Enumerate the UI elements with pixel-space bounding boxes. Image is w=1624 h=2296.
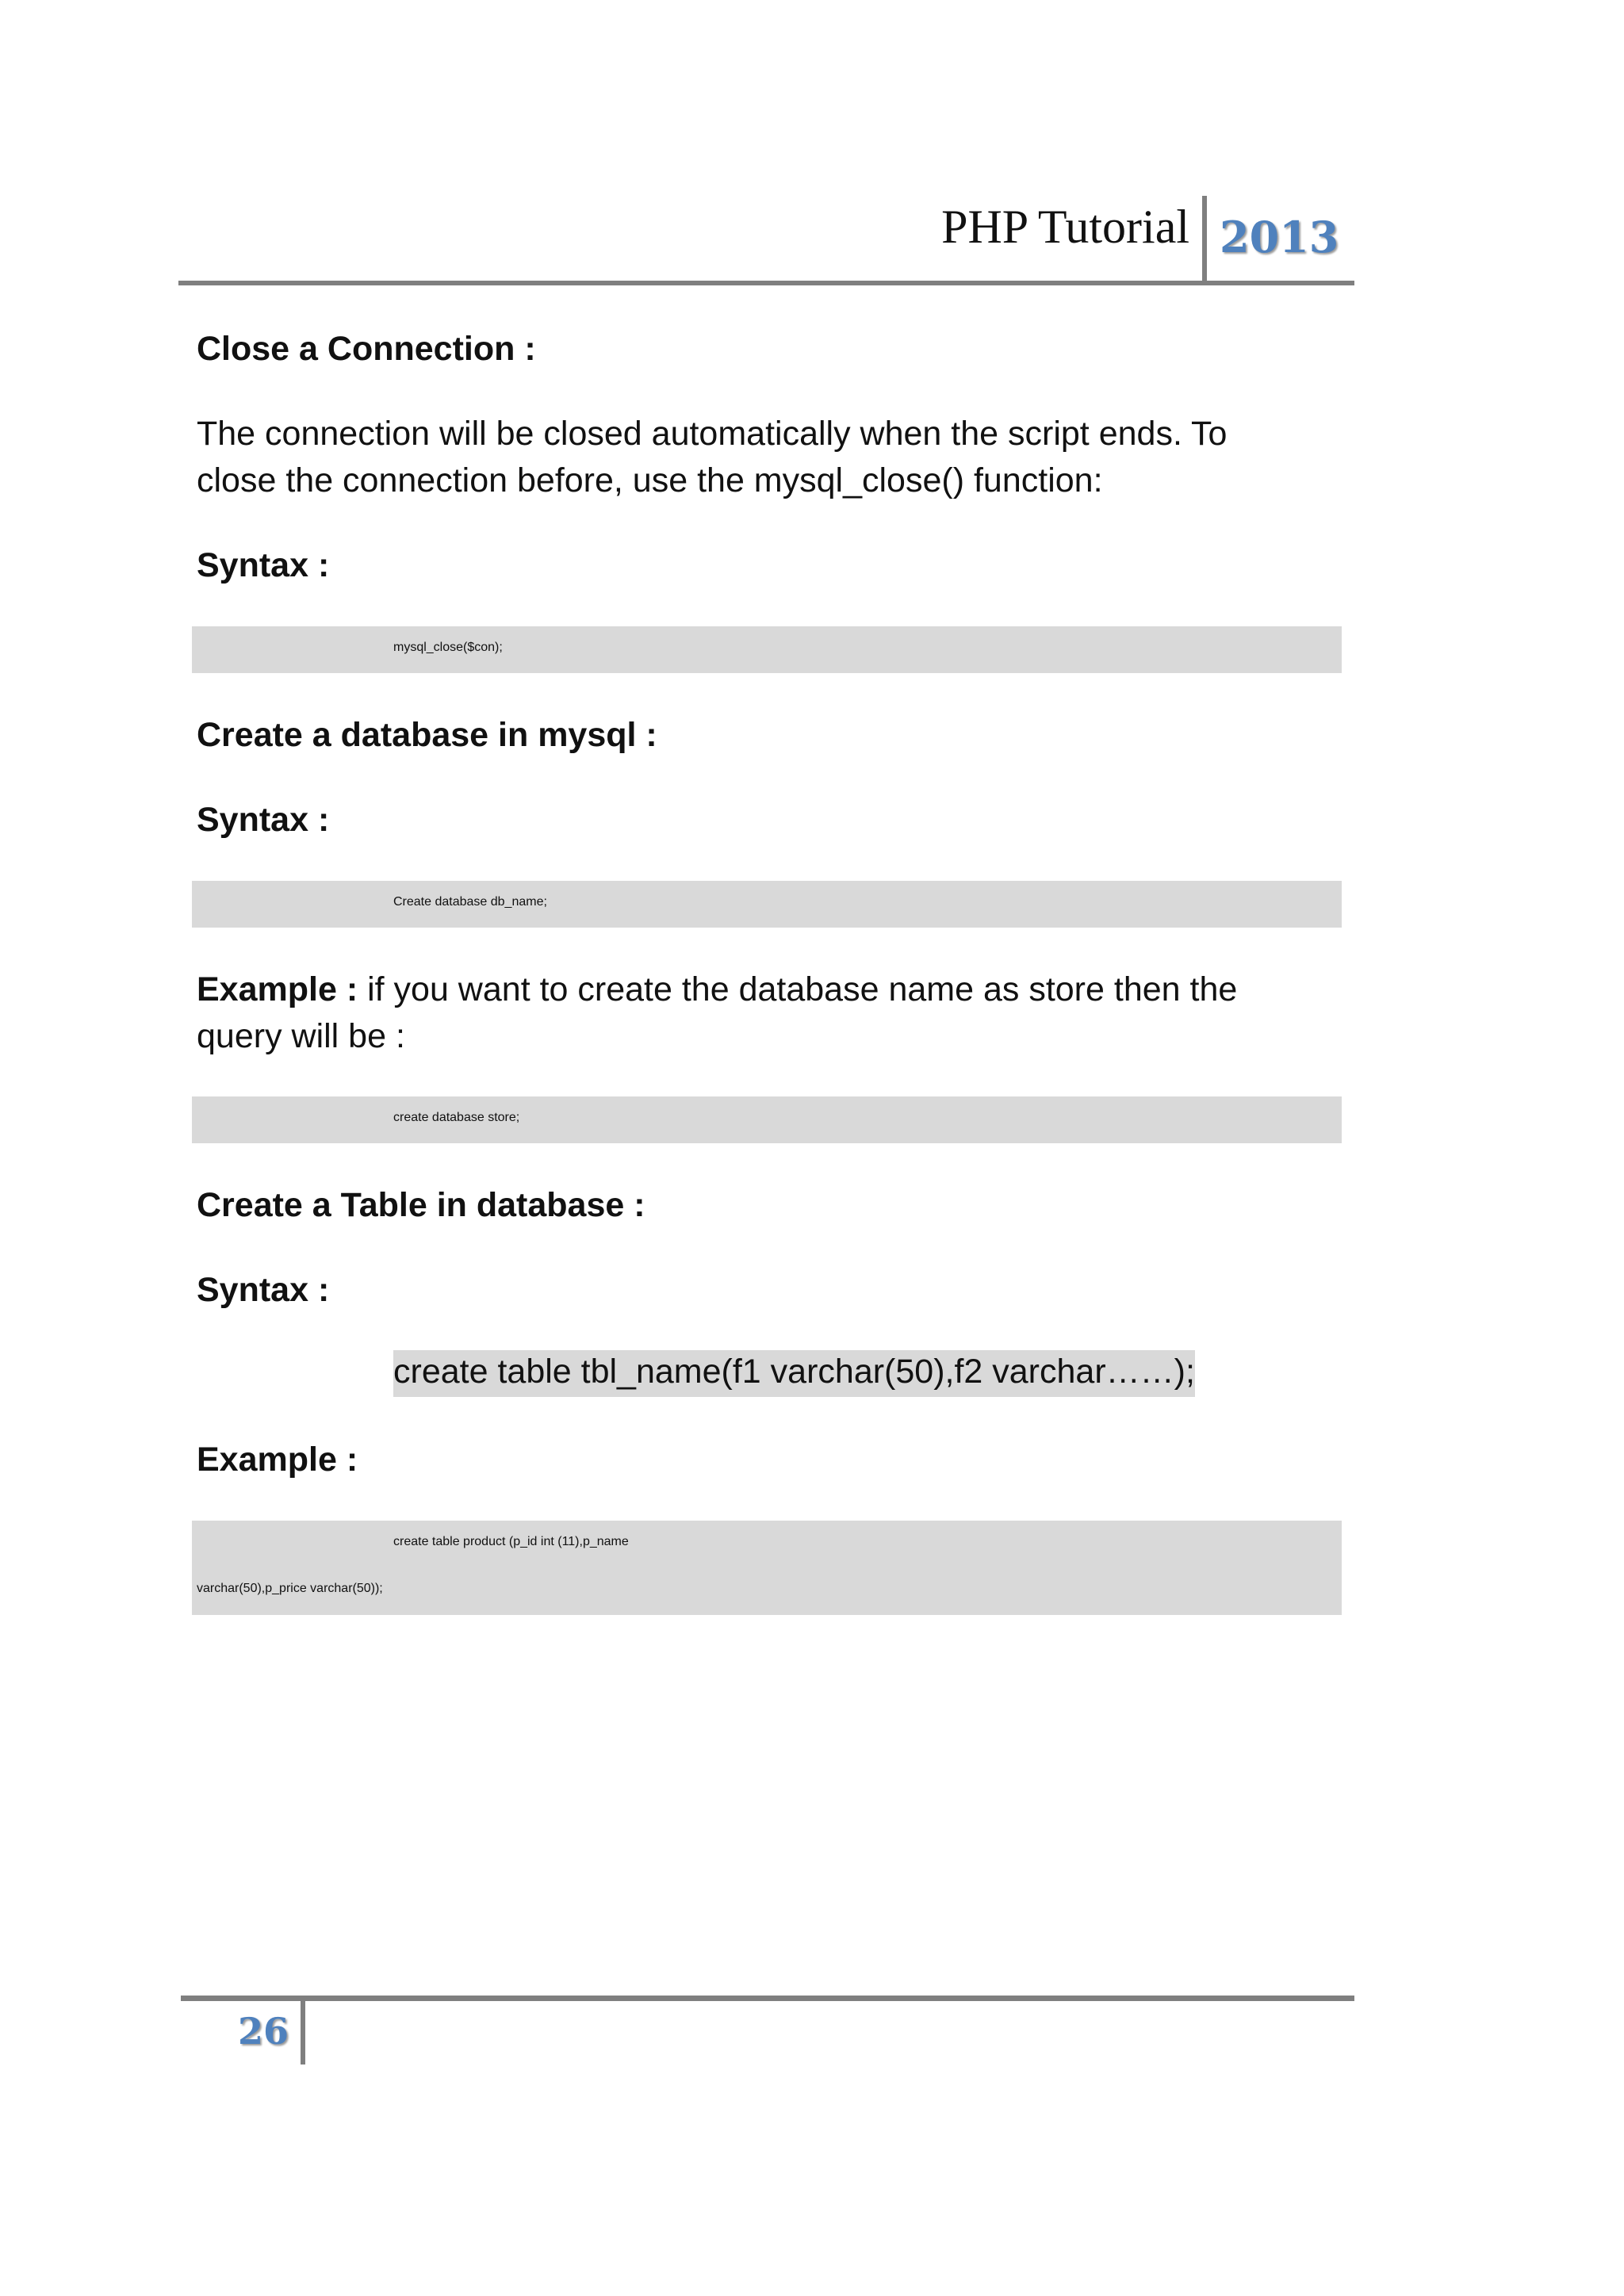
code-block-create-database-store	[192, 1096, 1342, 1143]
header-divider	[1202, 196, 1207, 284]
example-label: Example :	[197, 1441, 358, 1479]
code-block-create-database	[192, 881, 1342, 928]
heading-close-connection: Close a Connection :	[197, 330, 536, 368]
header-year: 2013	[1220, 212, 1339, 262]
example-label: Example :	[197, 970, 358, 1008]
page-header-title: PHP Tutorial	[941, 201, 1189, 253]
code-block-mysql-close	[192, 626, 1342, 673]
header-rule	[178, 281, 1354, 285]
code-text: Create database db_name;	[393, 895, 547, 909]
paragraph-line: close the connection before, use the mysql_close() function:	[197, 461, 1103, 499]
footer-rule	[181, 1996, 1354, 2001]
code-text: create table tbl_name(f1 varchar(50),f2 varchar……);	[393, 1353, 1195, 1391]
example-line: query will be :	[197, 1017, 405, 1055]
paragraph-line: The connection will be closed automatically when the script ends. To	[197, 415, 1228, 453]
code-text: create database store;	[393, 1111, 520, 1124]
syntax-label: Syntax :	[197, 801, 330, 839]
example-line	[197, 966, 1237, 1013]
code-text-line1: create table product (p_id int (11),p_name	[393, 1535, 629, 1548]
heading-create-table: Create a Table in database :	[197, 1186, 645, 1224]
heading-create-database: Create a database in mysql :	[197, 716, 657, 754]
page-number: 26	[238, 2010, 289, 2053]
code-block-create-table-product	[192, 1521, 1342, 1615]
code-text: mysql_close($con);	[393, 641, 503, 654]
syntax-label: Syntax :	[197, 1271, 330, 1309]
syntax-label: Syntax :	[197, 546, 330, 584]
footer-divider	[301, 1999, 305, 2064]
code-text-line2: varchar(50),p_price varchar(50));	[197, 1582, 383, 1595]
example-text: if you want to create the database name as store then the	[358, 970, 1238, 1008]
code-block-create-table-syntax	[393, 1350, 1195, 1397]
